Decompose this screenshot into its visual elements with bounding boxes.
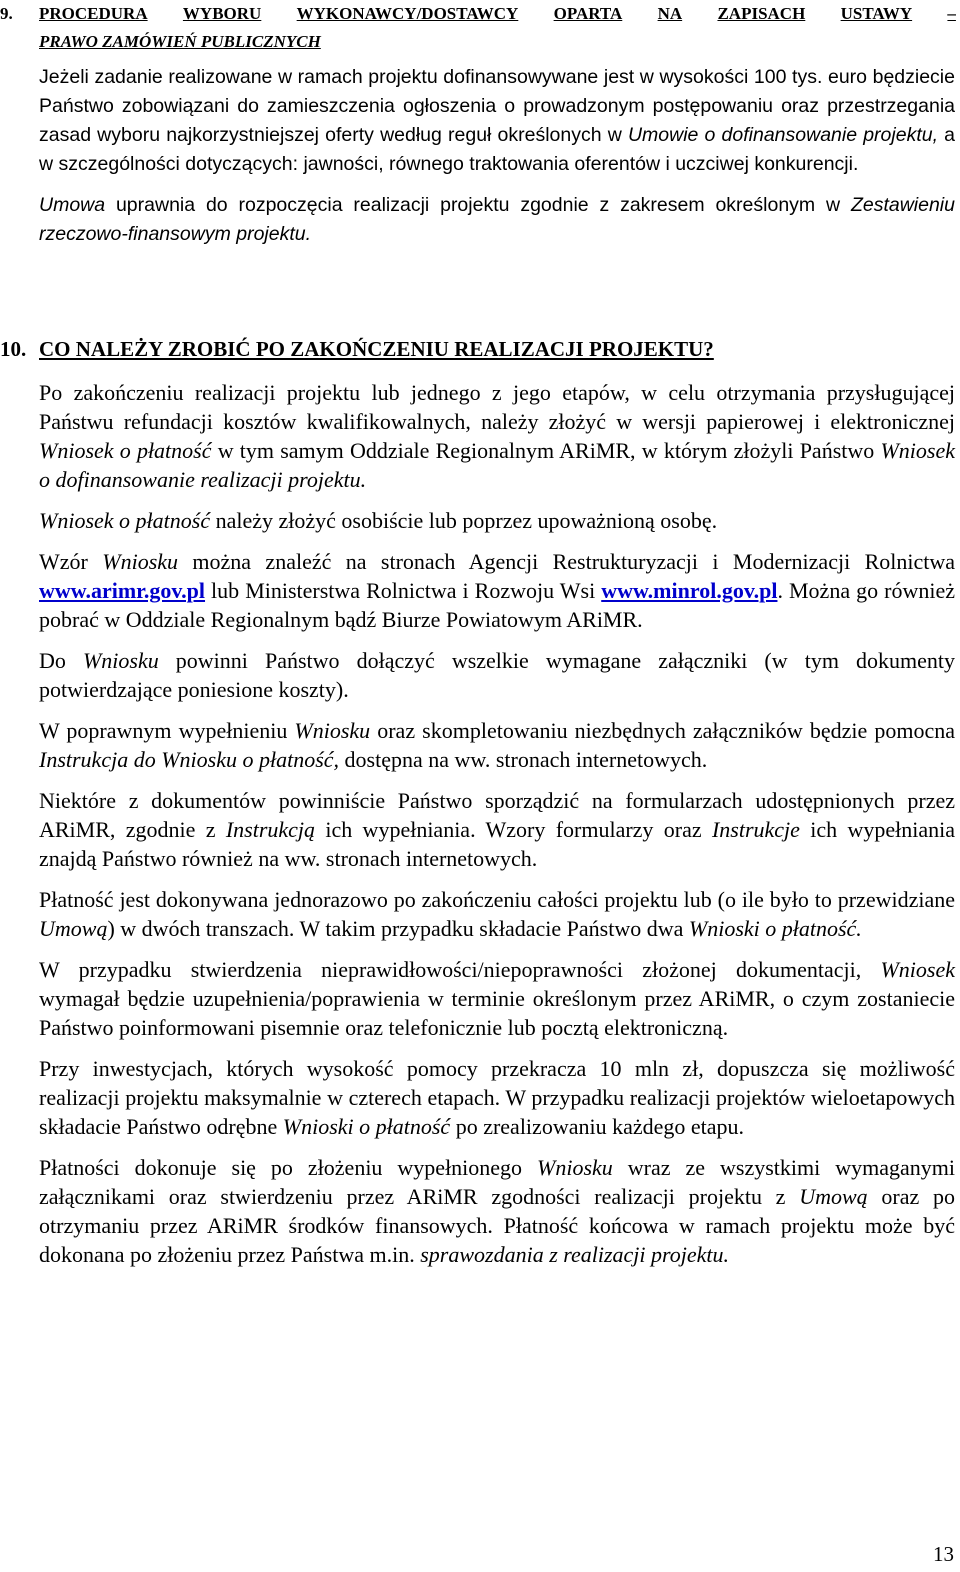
italic-text: Wniosek — [880, 957, 955, 982]
text: dostępna na ww. stronach internetowych. — [339, 747, 708, 772]
section-10-number: 10. — [0, 337, 27, 361]
section-9-title-line2: PRAWO ZAMÓWIEŃ PUBLICZNYCH — [39, 32, 321, 51]
text: w tym samym Oddziale Regionalnym ARiMR, w którym złożyli Państwo — [211, 438, 881, 463]
title-word: PROCEDURA — [39, 4, 148, 23]
italic-text: Wniosku — [82, 648, 159, 673]
italic-text: Umową — [799, 1184, 868, 1209]
paragraph — [39, 547, 955, 634]
text: ich wypełniania. Wzory formularzy oraz — [315, 817, 712, 842]
title-word: USTAWY — [840, 4, 913, 23]
section-9-body — [39, 63, 955, 261]
text: . Można go również pobrać w Oddziale Regionalnym bądź Biurze Powiatowym ARiMR. — [39, 578, 955, 632]
paragraph — [39, 646, 955, 704]
text: Do — [39, 648, 83, 673]
italic-text: Wniosek o płatność — [39, 438, 212, 463]
text: ich wypełniania znajdą Państwo również na ww. stronach internetowych. — [39, 817, 955, 871]
title-word: WYBORU — [182, 4, 262, 23]
text: powinni Państwo dołączyć wszelkie wymagane załączniki (w tym dokumenty potwierdzające poniesione koszty). — [39, 648, 955, 702]
page-number: 13 — [933, 1542, 954, 1566]
title-word: – — [947, 4, 956, 23]
italic-text: Wniosek o płatność — [39, 508, 211, 533]
text: oraz skompletowaniu niezbędnych załączników będzie pomocna — [370, 718, 955, 743]
paragraph — [39, 191, 955, 249]
text: W poprawnym wypełnieniu — [39, 718, 295, 743]
italic-text: Instrukcje — [711, 817, 800, 842]
text: Przy inwestycjach, których wysokość pomocy przekracza 10 mln zł, dopuszcza się możliwość realizacji projektu maksymalnie w czterech etapach. W przypadku realizacji projektów wieloetapowych składacie Państwo odrębne — [39, 1056, 955, 1139]
paragraph — [39, 1054, 955, 1141]
title-word: NA — [657, 4, 683, 23]
paragraph — [39, 786, 955, 873]
italic-text: Instrukcją — [225, 817, 316, 842]
paragraph — [39, 885, 955, 943]
text: Jeżeli zadanie realizowane w ramach projektu dofinansowywane jest w wysokości 100 tys. euro będziecie Państwo zobowiązani do zamieszczenia ogłoszenia o prowadzonym postępowaniu oraz przestrzegania zasad wyboru najkorzystniejszej oferty według reguł określonych w — [39, 66, 955, 146]
paragraph — [39, 506, 955, 535]
italic-text: Instrukcja do Wniosku o płatność, — [39, 747, 340, 772]
italic-text: Umowie o dofinansowanie projektu, — [627, 124, 939, 146]
paragraph — [39, 955, 955, 1042]
italic-text: Wniosek o dofinansowanie realizacji projektu. — [39, 438, 955, 492]
text: należy złożyć osobiście lub poprzez upoważnioną osobę. — [210, 508, 718, 533]
paragraph — [39, 716, 955, 774]
text: można znaleźć na stronach Agencji Restrukturyzacji i Modernizacji Rolnictwa — [178, 549, 955, 574]
text: W przypadku stwierdzenia nieprawidłowości/niepoprawności złożonej dokumentacji, — [39, 957, 881, 982]
text: wymagał będzie uzupełnienia/poprawienia w terminie określonym przez ARiMR, o czym zostaniecie Państwo poinformowani pisemnie oraz telefonicznie lub pocztą elektroniczną. — [39, 986, 955, 1040]
arimr-link[interactable]: www.arimr.gov.pl — [39, 578, 206, 603]
paragraph — [39, 1153, 955, 1269]
italic-text: Wniosku — [102, 549, 179, 574]
text: a w szczególności dotyczących: jawności, równego traktowania oferentów i uczciwej konkurencji. — [39, 124, 956, 175]
title-word: OPARTA — [553, 4, 623, 23]
text: po zrealizowaniu każdego etapu. — [450, 1114, 745, 1139]
section-9-title-line1 — [39, 0, 956, 28]
italic-text: Wnioski o płatność — [282, 1114, 451, 1139]
text: Płatność jest dokonywana jednorazowo po zakończeniu całości projektu lub (o ile było to przewidziane — [39, 887, 955, 912]
section-9-number: 9. — [0, 4, 13, 23]
section-10-body — [39, 378, 955, 1281]
text: Po zakończeniu realizacji projektu lub jednego z jego etapów, w celu otrzymania przysługującej Państwu refundacji kosztów kwalifikowalnych, należy złożyć w wersji papierowej i elektronicznej — [39, 380, 955, 434]
text: wraz ze wszystkimi wymaganymi załącznikami oraz stwierdzeniu przez ARiMR zgodności realizacji projektu z — [39, 1155, 955, 1209]
text: Wzór — [39, 549, 103, 574]
italic-text: Zestawieniu rzeczowo-finansowym projektu. — [39, 194, 955, 245]
text: lub Ministerstwa Rolnictwa i Rozwoju Wsi — [205, 578, 602, 603]
title-word: WYKONAWCY/DOSTAWCY — [296, 4, 519, 23]
section-10-title: CO NALEŻY ZROBIĆ PO ZAKOŃCZENIU REALIZACJI PROJEKTU? — [39, 337, 714, 361]
minrol-link[interactable]: www.minrol.gov.pl — [601, 578, 778, 603]
italic-text: Wnioski o płatność. — [688, 916, 862, 941]
text: Niektóre z dokumentów powinniście Państwo sporządzić na formularzach udostępnionych przez ARiMR, zgodnie z — [39, 788, 955, 842]
text: Płatności dokonuje się po złożeniu wypełnionego — [39, 1155, 538, 1180]
italic-text: Umowa — [39, 194, 106, 216]
text: uprawnia do rozpoczęcia realizacji projektu zgodnie z zakresem określonym w — [105, 194, 851, 216]
text: oraz po otrzymaniu przez ARiMR środków finansowych. Płatność końcowa w ramach projektu może być dokonana po złożeniu przez Państwa m.in. — [39, 1184, 956, 1267]
paragraph — [39, 378, 955, 494]
italic-text: Wniosku — [294, 718, 371, 743]
section-10-heading — [0, 335, 714, 363]
italic-text: Umową — [39, 916, 108, 941]
paragraph — [39, 63, 955, 179]
italic-text: sprawozdania z realizacji projektu. — [420, 1242, 730, 1267]
text: ) w dwóch transzach. W takim przypadku składacie Państwo dwa — [107, 916, 689, 941]
italic-text: Wniosku — [537, 1155, 613, 1180]
title-word: ZAPISACH — [717, 4, 806, 23]
